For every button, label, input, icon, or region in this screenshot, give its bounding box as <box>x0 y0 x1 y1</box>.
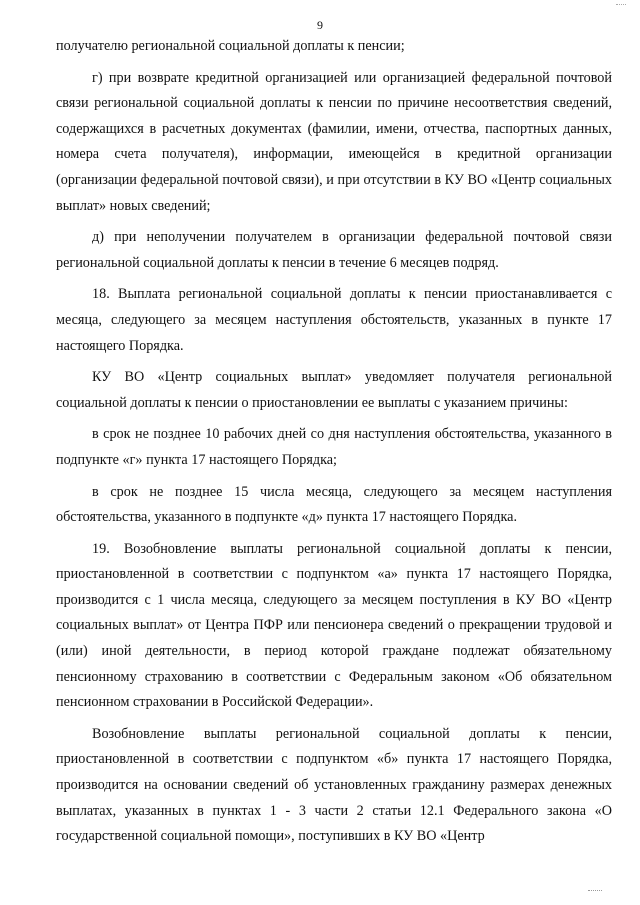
page-number: 9 <box>317 18 323 32</box>
paragraph-resumption-b: Возобновление выплаты региональной социальной доплаты к пенсии, приостановленной в соответствии с подпунктом «б» пункта 17 настоящего Порядка, производится на основании сведений об установленных гражданину размерах денежных выплатах, указанных в пунктах 1 - 3 части 2 статьи 12.1 Федерального закона «О государственной социальной помощи», поступивших в КУ ВО «Центр <box>56 725 612 845</box>
document-body <box>56 34 612 850</box>
paragraph-item-19: 19. Возобновление выплаты региональной социальной доплаты к пенсии, приостановленной в соответствии с подпунктом «а» пункта 17 настоящего Порядка, производится с 1 числа месяца, следующего за месяцем поступления в КУ ВО «Центр социальных выплат» от Центра ПФР или пенсионера сведений о прекращении трудовой и (или) иной деятельности, в период которой граждане подлежат обязательному пенсионному страхованию в соответствии с Федеральным законом «Об обязательном пенсионном страховании в Российской Федерации». <box>56 540 612 711</box>
paragraph-deadline-10-days: в срок не позднее 10 рабочих дней со дня наступления обстоятельства, указанного в подпункте «г» пункта 17 настоящего Порядка; <box>56 426 612 468</box>
paragraph-notification: КУ ВО «Центр социальных выплат» уведомляет получателя региональной социальной доплаты к пенсии о приостановлении ее выплаты с указанием причины: <box>56 369 612 411</box>
paragraph-subitem-d: д) при неполучении получателем в организации федеральной почтовой связи региональной социальной доплаты к пенсии в течение 6 месяцев подряд. <box>56 229 612 271</box>
paragraph-subitem-g: г) при возврате кредитной организацией или организацией федеральной почтовой связи региональной социальной доплаты к пенсии по причине несоответствия сведений, содержащихся в расчетных документах (фамилии, имени, отчества, паспортных данных, номера счета получателя), информации, имеющейся в кредитной организации (организации федеральной почтовой связи), и при отсутствии в КУ ВО «Центр социальных выплат» новых сведений; <box>56 69 612 214</box>
paragraph-deadline-15th: в срок не позднее 15 числа месяца, следующего за месяцем наступления обстоятельства, указанного в подпункте «д» пункта 17 настоящего Порядка. <box>56 483 612 526</box>
paragraph-continuation: получателю региональной социальной доплаты к пенсии; <box>56 38 405 54</box>
paragraph-item-18: 18. Выплата региональной социальной доплаты к пенсии приостанавливается с месяца, следующего за месяцем наступления обстоятельств, указанных в пункте 17 настоящего Порядка. <box>56 286 612 354</box>
scan-mark-top <box>616 4 626 6</box>
scan-mark-bottom <box>588 890 602 893</box>
